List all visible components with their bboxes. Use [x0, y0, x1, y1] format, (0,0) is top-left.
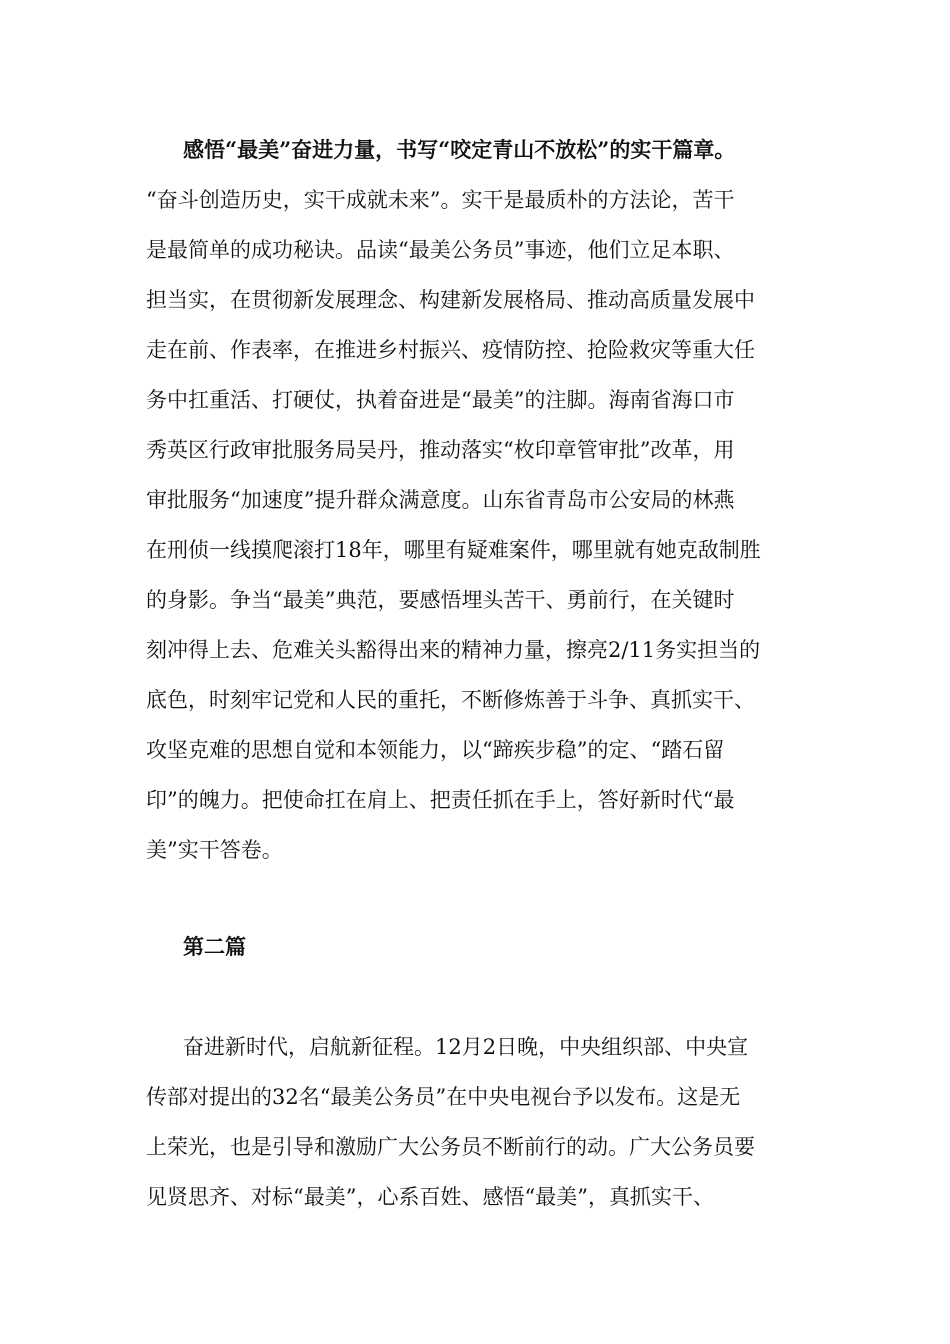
paragraph-line: 刻冲得上去、危难关头豁得出来的精神力量，擦亮2/11务实担当的	[146, 638, 761, 662]
paragraph-line: 上荣光，也是引导和激励广大公务员不断前行的动。广大公务员要	[146, 1135, 755, 1159]
paragraph-lead-sentence: 感悟“最美”奋进力量，书写“咬定青山不放松”的实干篇章。	[183, 137, 736, 162]
paragraph-line: 奋进新时代，启航新征程。12月2日晚，中央组织部、中央宣	[183, 1035, 749, 1059]
paragraph-line: 是最简单的成功秘诀。品读“最美公务员”事迹，他们立足本职、	[146, 238, 735, 262]
paragraph-line: “奋斗创造历史，实干成就未来”。实干是最质朴的方法论，苦干	[146, 188, 735, 212]
paragraph-line: 务中扛重活、打硬仗，执着奋进是“最美”的注脚。海南省海口市	[146, 388, 735, 412]
paragraph-line: 审批服务“加速度”提升群众满意度。山东省青岛市公安局的林燕	[146, 488, 735, 512]
paragraph-line: 担当实，在贯彻新发展理念、构建新发展格局、推动高质量发展中	[146, 288, 755, 312]
paragraph-line: 底色，时刻牢记党和人民的重托，不断修炼善于斗争、真抓实干、	[146, 688, 755, 712]
section-two-heading: 第二篇	[183, 934, 246, 959]
paragraph-line: 传部对提出的32名“最美公务员”在中央电视台予以发布。这是无	[146, 1085, 741, 1109]
paragraph-line: 印”的魄力。把使命扛在肩上、把责任抓在手上，答好新时代“最	[146, 788, 735, 812]
section-one-paragraph	[146, 125, 806, 875]
paragraph-line: 在刑侦一线摸爬滚打18年，哪里有疑难案件，哪里就有她克敌制胜	[146, 538, 761, 562]
section-two-paragraph	[146, 1022, 806, 1222]
paragraph-line: 的身影。争当“最美”典范，要感悟埋头苦干、勇前行，在关键时	[146, 588, 735, 612]
paragraph-line: 见贤思齐、对标“最美”，心系百姓、感悟“最美”，真抓实干、	[146, 1185, 714, 1209]
paragraph-line: 美”实干答卷。	[146, 838, 283, 862]
paragraph-line: 走在前、作表率，在推进乡村振兴、疫情防控、抢险救灾等重大任	[146, 338, 755, 362]
paragraph-line: 秀英区行政审批服务局吴丹，推动落实“枚印章管审批”改革，用	[146, 438, 735, 462]
paragraph-line: 攻坚克难的思想自觉和本领能力，以“蹄疾步稳”的定、“踏石留	[146, 738, 725, 762]
